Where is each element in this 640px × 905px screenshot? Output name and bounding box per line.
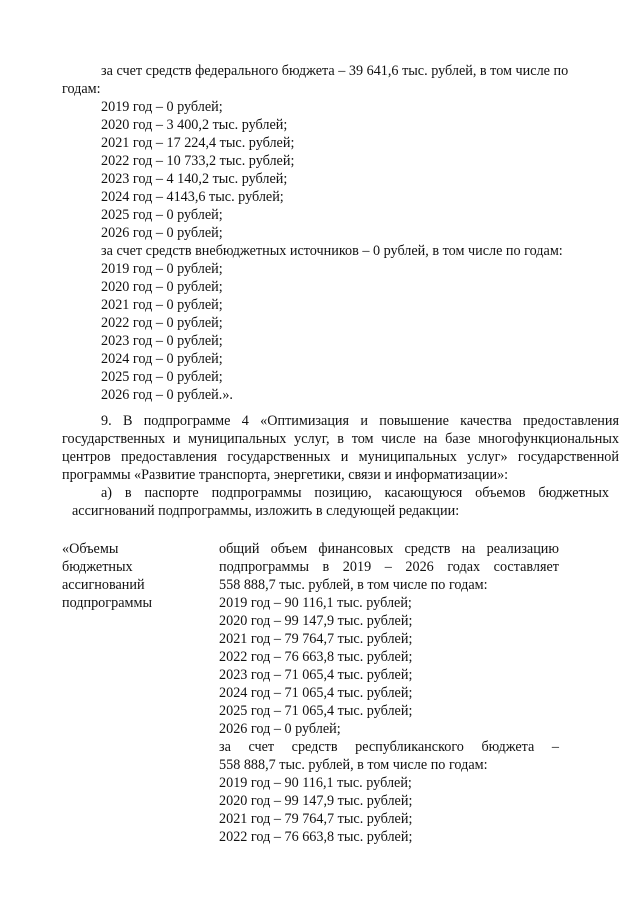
extrabudget-year-2021: 2021 год – 0 рублей;: [101, 297, 223, 313]
table-year-2026: 2026 год – 0 рублей;: [219, 721, 341, 737]
table-year-2021: 2021 год – 79 764,7 тыс. рублей;: [219, 631, 413, 647]
table-republic-year-2020: 2020 год – 99 147,9 тыс. рублей;: [219, 793, 413, 809]
subitem-a-line-2: ассигнований подпрограммы, изложить в следующей редакции:: [72, 503, 460, 519]
subitem-a-line-1: а) в паспорте подпрограммы позицию, касающуюся объемов бюджетных: [101, 485, 609, 501]
table-value-line-1: общий объем финансовых средств на реализацию: [219, 541, 559, 557]
table-year-2022: 2022 год – 76 663,8 тыс. рублей;: [219, 649, 413, 665]
federal-year-2021: 2021 год – 17 224,4 тыс. рублей;: [101, 135, 295, 151]
federal-year-2023: 2023 год – 4 140,2 тыс. рублей;: [101, 171, 288, 187]
section9-line-1: 9. В подпрограмме 4 «Оптимизация и повышение качества предоставления: [101, 413, 619, 429]
extrabudget-year-2025: 2025 год – 0 рублей;: [101, 369, 223, 385]
extrabudget-year-2019: 2019 год – 0 рублей;: [101, 261, 223, 277]
table-label-line-2: бюджетных: [62, 559, 133, 575]
table-value-line-3: 558 888,7 тыс. рублей, в том числе по годам:: [219, 577, 488, 593]
table-label-line-1: «Объемы: [62, 541, 119, 557]
table-value-line-2: подпрограммы в 2019 – 2026 годах составляет: [219, 559, 559, 575]
federal-year-2026: 2026 год – 0 рублей;: [101, 225, 223, 241]
table-year-2025: 2025 год – 71 065,4 тыс. рублей;: [219, 703, 413, 719]
table-year-2023: 2023 год – 71 065,4 тыс. рублей;: [219, 667, 413, 683]
section9-line-2: государственных и муниципальных услуг, в том числе на базе многофункциональных: [62, 431, 619, 447]
extrabudget-year-2026: 2026 год – 0 рублей.».: [101, 387, 233, 403]
table-label-line-3: ассигнований: [62, 577, 145, 593]
extrabudget-year-2023: 2023 год – 0 рублей;: [101, 333, 223, 349]
federal-year-2019: 2019 год – 0 рублей;: [101, 99, 223, 115]
table-year-2020: 2020 год – 99 147,9 тыс. рублей;: [219, 613, 413, 629]
extrabudget-year-2024: 2024 год – 0 рублей;: [101, 351, 223, 367]
extrabudget-year-2022: 2022 год – 0 рублей;: [101, 315, 223, 331]
federal-year-2025: 2025 год – 0 рублей;: [101, 207, 223, 223]
extrabudget-year-2020: 2020 год – 0 рублей;: [101, 279, 223, 295]
federal-year-2020: 2020 год – 3 400,2 тыс. рублей;: [101, 117, 288, 133]
table-republic-year-2021: 2021 год – 79 764,7 тыс. рублей;: [219, 811, 413, 827]
federal-year-2024: 2024 год – 4143,6 тыс. рублей;: [101, 189, 284, 205]
table-year-2019: 2019 год – 90 116,1 тыс. рублей;: [219, 595, 412, 611]
federal-year-2022: 2022 год – 10 733,2 тыс. рублей;: [101, 153, 295, 169]
table-republic-year-2019: 2019 год – 90 116,1 тыс. рублей;: [219, 775, 412, 791]
table-label-line-4: подпрограммы: [62, 595, 152, 611]
table-year-2024: 2024 год – 71 065,4 тыс. рублей;: [219, 685, 413, 701]
section9-line-3: центров предоставления государственных и муниципальных услуг» государственной: [62, 449, 619, 465]
federal-budget-line: за счет средств федерального бюджета – 39 641,6 тыс. рублей, в том числе по: [101, 63, 569, 79]
extrabudget-line: за счет средств внебюджетных источников – 0 рублей, в том числе по годам:: [101, 243, 563, 259]
federal-budget-line-cont: годам:: [62, 81, 101, 97]
table-republic-year-2022: 2022 год – 76 663,8 тыс. рублей;: [219, 829, 413, 845]
table-republic-budget-line: за счет средств республиканского бюджета –: [219, 739, 559, 755]
table-republic-budget-total: 558 888,7 тыс. рублей, в том числе по годам:: [219, 757, 488, 773]
section9-line-4: программы «Развитие транспорта, энергетики, связи и информатизации»:: [62, 467, 509, 483]
